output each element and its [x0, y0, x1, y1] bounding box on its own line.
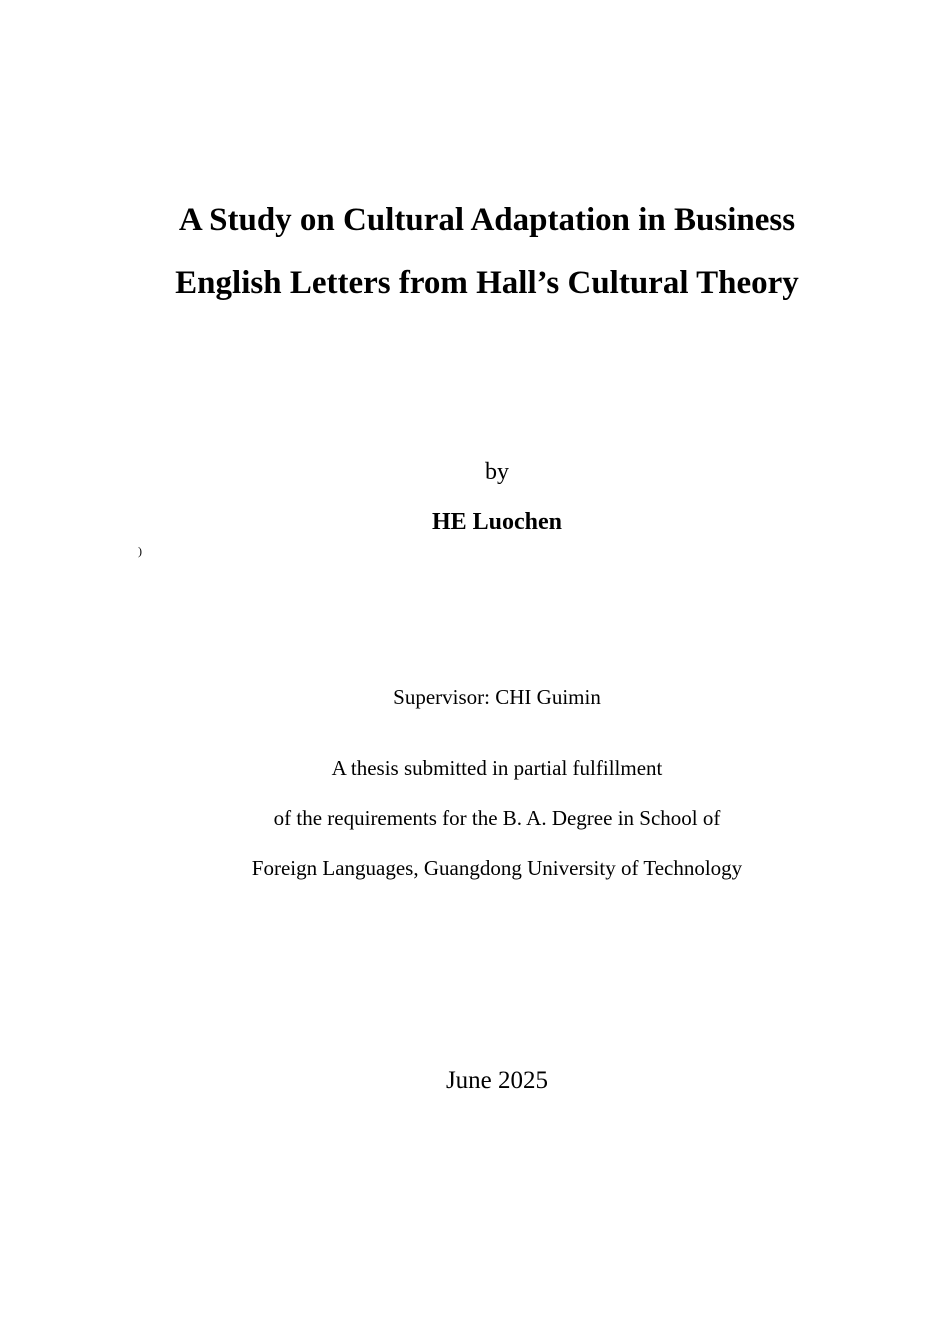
thesis-statement-line-1: A thesis submitted in partial fulfillment [331, 756, 663, 780]
thesis-title-line-2: English Letters from Hall’s Cultural Theory [175, 265, 799, 301]
submission-date: June 2025 [445, 1067, 549, 1094]
thesis-statement-line-2: of the requirements for the B. A. Degree in School of [273, 806, 721, 830]
by-label: by [485, 459, 509, 485]
supervisor-line: Supervisor: CHI Guimin [393, 685, 601, 709]
author-name: HE Luochen [431, 509, 563, 535]
thesis-statement-line-3: Foreign Languages, Guangdong University of Technology [251, 856, 743, 880]
thesis-title-line-1: A Study on Cultural Adaptation in Business [178, 202, 796, 238]
stray-parenthesis-mark: ) [138, 544, 142, 558]
